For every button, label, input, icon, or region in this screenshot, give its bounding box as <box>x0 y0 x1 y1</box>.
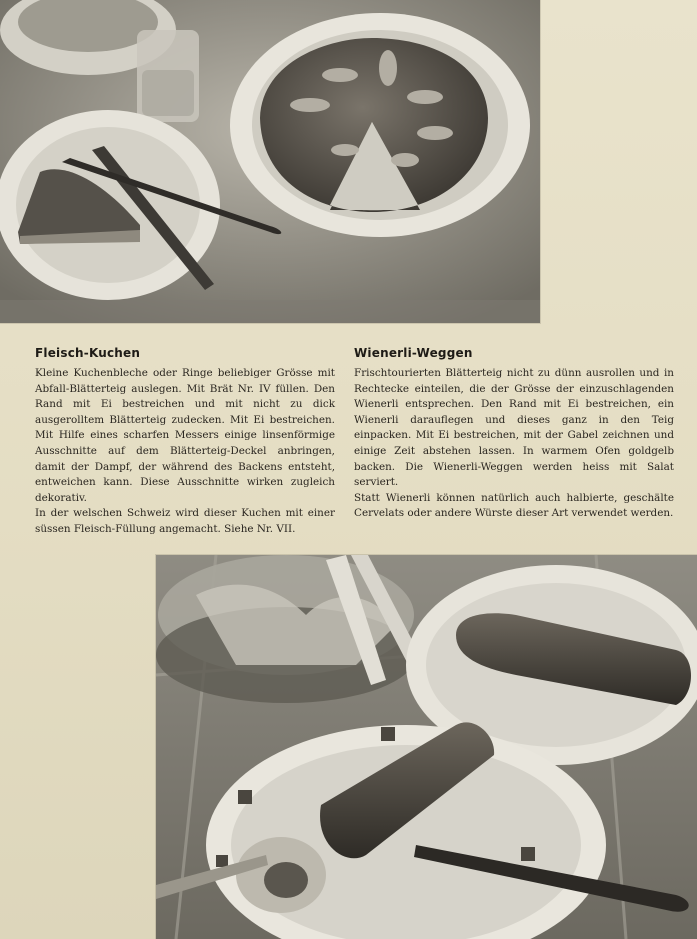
recipe-paragraph: Frischtourierten Blätterteig nicht zu dünn ausrollen und in Rechtecke einteilen, die der Grösse der einzuschlagenden Wienerli entsprechen. Den Rand mit Ei bestreichen, ein Wienerli darauflegen und dieses ganz in den Teig einpacken. Mit Ei bestreichen, mit der Gabel zeichnen und einige Zeit abstehen lassen. In warmem Ofen goldgelb backen. Die Wienerli-Weggen werden heiss mit Salat serviert. <box>354 367 674 489</box>
recipe-paragraph: Statt Wienerli können natürlich auch halbierte, geschälte Cervelats oder andere Würste dieser Art verwendet werden. <box>354 491 674 520</box>
recipe-title: Wienerli-Weggen <box>354 346 473 360</box>
photo-fleisch-kuchen-image <box>0 0 540 323</box>
photo-wienerli-weggen-image <box>156 555 697 939</box>
photo-wienerli-weggen <box>156 555 697 939</box>
recipe-paragraph: Kleine Kuchenbleche oder Ringe beliebiger Grösse mit Abfall-Blätterteig auslegen. Mit Brät Nr. IV füllen. Den Rand mit Ei bestreichen und mit nicht zu dick ausgerolltem Blätterteig zudecken. Mit Ei bestreichen. Mit Hilfe eines scharfen Messers einige linsenförmige Ausschnitte auf dem Blätterteig-Deckel anbringen, damit der Dampf, der während des Backens entsteht, entweichen kann. Diese Ausschnitte wirken zugleich dekorativ. <box>35 367 335 504</box>
photo-fleisch-kuchen <box>0 0 540 323</box>
recipe-paragraph: In der welschen Schweiz wird dieser Kuchen mit einer süssen Fleisch-Füllung angemacht. Siehe Nr. VII. <box>35 507 335 535</box>
recipe-fleisch-kuchen <box>35 346 335 538</box>
recipe-title: Fleisch-Kuchen <box>35 346 141 360</box>
recipe-wienerli-weggen <box>354 346 674 522</box>
